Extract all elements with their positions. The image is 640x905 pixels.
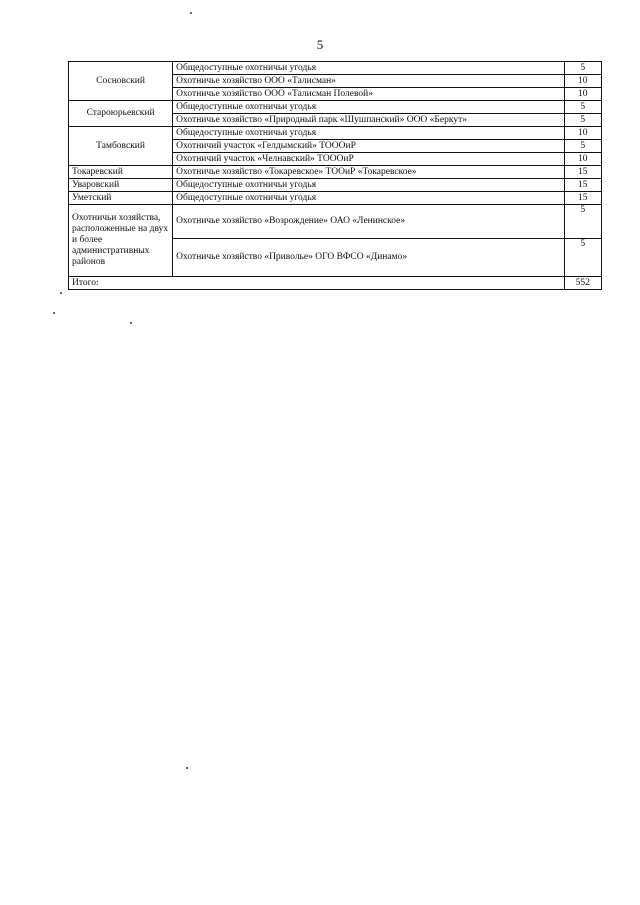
hunting-ground-cell: Охотничье хозяйство ООО «Талисман Полевой» — [173, 88, 564, 101]
quota-cell: 5 — [564, 140, 601, 153]
total-row — [69, 277, 602, 290]
quota-cell: 10 — [564, 75, 601, 88]
hunting-ground-cell: Охотничий участок «Челнавский» ТОООиР — [173, 153, 564, 166]
quota-cell: 15 — [564, 192, 601, 205]
quota-cell: 10 — [564, 153, 601, 166]
hunting-ground-cell: Общедоступные охотничьи угодья — [173, 101, 564, 114]
quota-cell: 5 — [564, 205, 601, 239]
quota-cell: 10 — [564, 88, 601, 101]
hunting-ground-cell: Охотничье хозяйство ООО «Талисман» — [173, 75, 564, 88]
quota-cell: 5 — [564, 101, 601, 114]
hunting-ground-cell: Охотничье хозяйство «Приволье» ОГО ВФСО «Динамо» — [173, 239, 564, 277]
hunting-ground-cell: Охотничье хозяйство «Возрождение» ОАО «Ленинское» — [173, 205, 564, 239]
total-value: 552 — [564, 277, 601, 290]
district-cell: Тамбовский — [69, 127, 173, 166]
table-row — [69, 127, 602, 140]
district-cell: Староюрьевский — [69, 101, 173, 127]
table-row — [69, 205, 602, 239]
table-row — [69, 166, 602, 179]
hunting-ground-cell: Общедоступные охотничьи угодья — [173, 179, 564, 192]
quota-table — [68, 61, 602, 290]
table-row — [69, 192, 602, 205]
district-cell: Охотничьи хозяйства, расположенные на двух и более административных районов — [69, 205, 173, 277]
quota-cell: 5 — [564, 239, 601, 277]
hunting-ground-cell: Общедоступные охотничьи угодья — [173, 127, 564, 140]
district-cell: Сосновский — [69, 62, 173, 101]
quota-cell: 15 — [564, 179, 601, 192]
table-row — [69, 62, 602, 75]
district-cell: Уваровский — [69, 179, 173, 192]
total-label: Итого: — [69, 277, 565, 290]
quota-cell: 15 — [564, 166, 601, 179]
hunting-ground-cell: Общедоступные охотничьи угодья — [173, 192, 564, 205]
quota-cell: 5 — [564, 62, 601, 75]
district-cell: Токаревский — [69, 166, 173, 179]
hunting-ground-cell: Охотничье хозяйство «Токаревское» ТООиР «Токаревское» — [173, 166, 564, 179]
table-row — [69, 179, 602, 192]
quota-cell: 5 — [564, 114, 601, 127]
hunting-ground-cell: Общедоступные охотничьи угодья — [173, 62, 564, 75]
hunting-ground-cell: Охотничий участок «Гелдымский» ТОООиР — [173, 140, 564, 153]
district-cell: Уметский — [69, 192, 173, 205]
hunting-ground-cell: Охотничье хозяйство «Природный парк «Шушпанский» ООО «Беркут» — [173, 114, 564, 127]
page-number: 5 — [316, 37, 324, 52]
quota-cell: 10 — [564, 127, 601, 140]
table-row — [69, 101, 602, 114]
